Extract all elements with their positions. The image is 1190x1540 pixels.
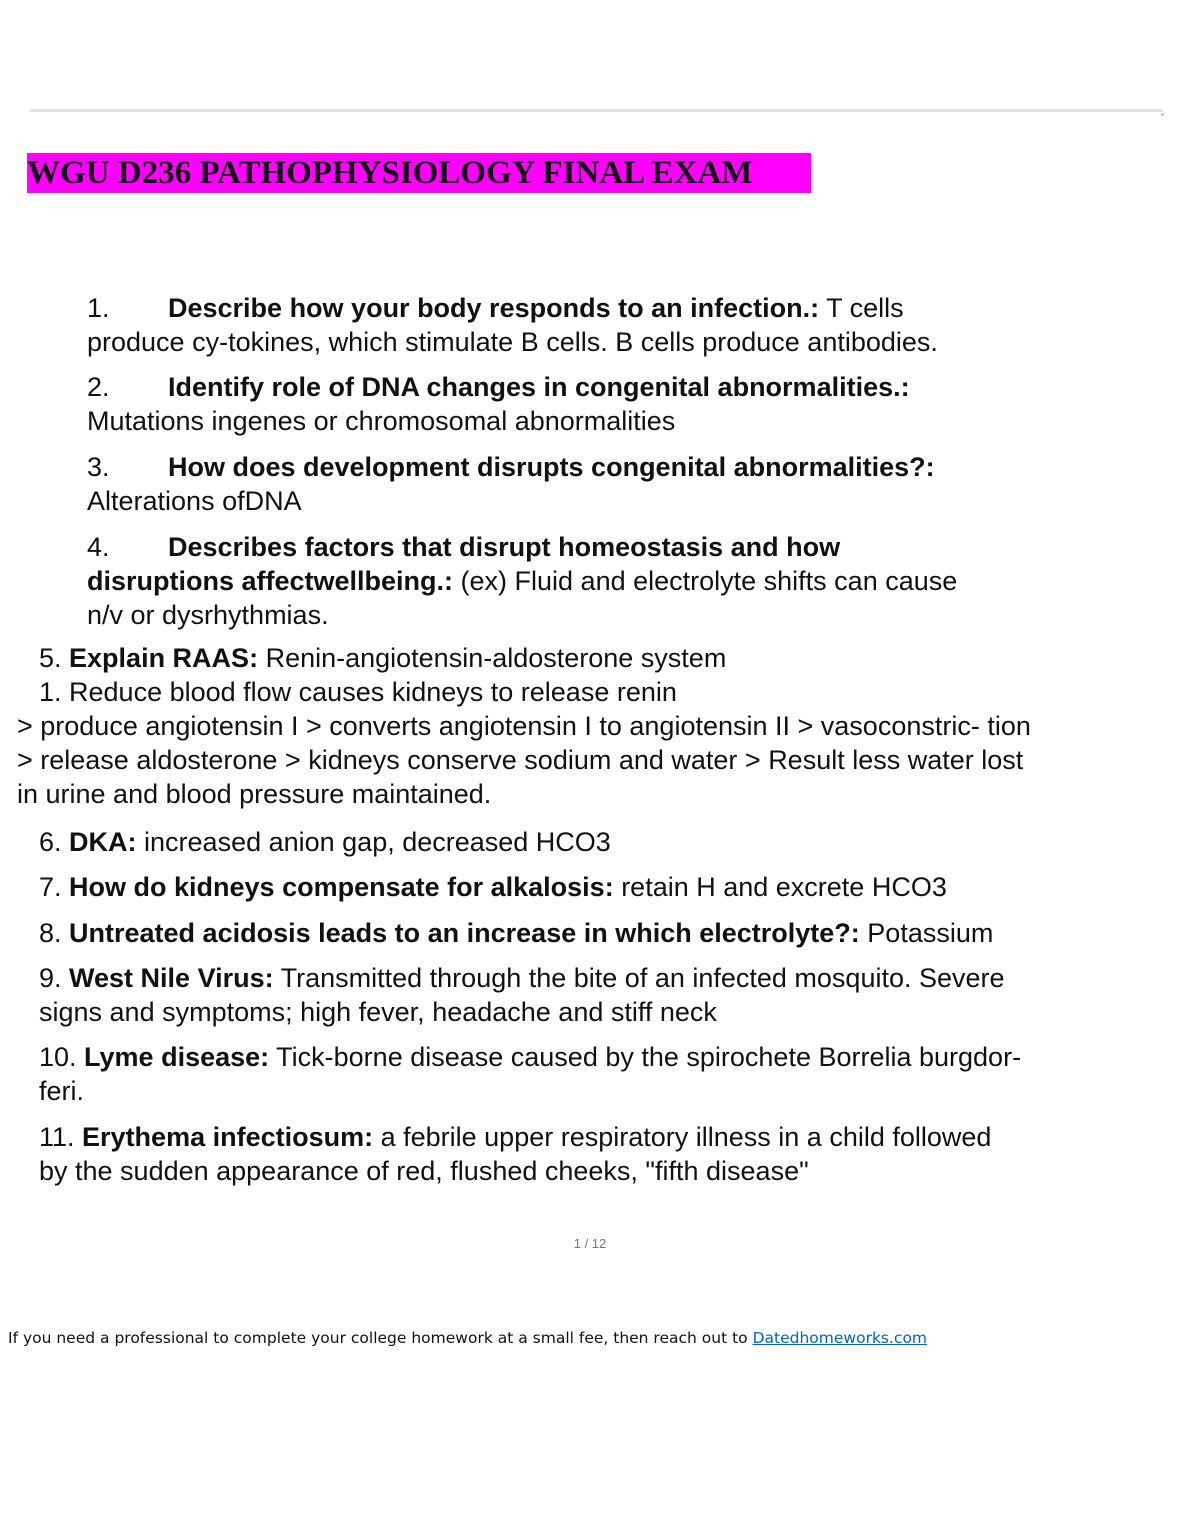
footer-notice (8, 1327, 927, 1349)
question-text: West Nile Virus: (69, 963, 274, 993)
divider-end-mark (1161, 113, 1164, 116)
answer-text: Tick-borne disease caused by the spirochete Borrelia burgdor- (269, 1042, 1022, 1072)
raas-steps (17, 709, 1031, 811)
question-number: 3. (87, 452, 110, 482)
question-text: Lyme disease: (84, 1042, 270, 1072)
question-10 (39, 1040, 1021, 1108)
answer-text: a febrile upper respiratory illness in a child followed (373, 1122, 992, 1152)
answer-text: feri. (39, 1076, 85, 1106)
page-indicator: 1 / 12 (573, 1236, 607, 1251)
answer-text: 1. Reduce blood flow causes kidneys to release renin (39, 677, 677, 707)
answer-text: Potassium (859, 918, 994, 948)
question-text: How does development disrupts congenital abnormalities?: (168, 452, 935, 482)
question-1 (87, 291, 938, 359)
question-number: 11. (39, 1122, 83, 1152)
answer-text: Renin-angiotensin-aldosterone system (258, 643, 727, 673)
question-number: 7. (39, 872, 70, 902)
question-number: 2. (87, 372, 110, 402)
footer-text: If you need a professional to complete your college homework at a small fee, then reach out to (8, 1329, 753, 1347)
answer-text: Transmitted through the bite of an infected mosquito. Severe (273, 963, 1005, 993)
question-6 (39, 825, 611, 859)
question-number: 4. (87, 532, 110, 562)
answer-text: signs and symptoms; high fever, headache and stiff neck (39, 997, 717, 1027)
answer-text: Mutations ingenes or chromosomal abnormalities (87, 406, 676, 436)
answer-text: (ex) Fluid and electrolyte shifts can cause (453, 566, 958, 596)
answer-text: n/v or dysrhythmias. (87, 600, 329, 630)
question-number: 1. (87, 293, 110, 323)
answer-text: by the sudden appearance of red, flushed cheeks, "fifth disease" (39, 1156, 809, 1186)
question-number: 10. (39, 1042, 85, 1072)
question-4 (87, 530, 957, 632)
answer-text: increased anion gap, decreased HCO3 (136, 827, 611, 857)
answer-text: in urine and blood pressure maintained. (17, 779, 492, 809)
document-title: WGU D236 PATHOPHYSIOLOGY FINAL EXAM (27, 153, 811, 193)
question-number: 8. (39, 918, 70, 948)
answer-text: retain H and excrete HCO3 (613, 872, 947, 902)
footer-link[interactable]: Datedhomeworks.com (752, 1329, 928, 1347)
question-5 (39, 641, 726, 709)
question-2 (87, 370, 910, 438)
answer-text: T cells (819, 293, 904, 323)
question-number: 6. (39, 827, 70, 857)
question-text: Identify role of DNA changes in congenital abnormalities.: (168, 372, 910, 402)
answer-text: Alterations ofDNA (87, 486, 302, 516)
question-text: DKA: (69, 827, 137, 857)
question-text: How do kidneys compensate for alkalosis: (69, 872, 614, 902)
question-text: Untreated acidosis leads to an increase in which electrolyte?: (69, 918, 860, 948)
question-number: 9. (39, 963, 70, 993)
question-text: Describe how your body responds to an infection.: (168, 293, 820, 323)
top-divider (30, 109, 1163, 112)
question-text: disruptions affectwellbeing.: (87, 566, 454, 596)
question-3 (87, 450, 935, 518)
question-11 (39, 1120, 991, 1188)
question-text: Erythema infectiosum: (82, 1122, 374, 1152)
question-text: Explain RAAS: (69, 643, 259, 673)
answer-text: > release aldosterone > kidneys conserve sodium and water > Result less water lost (17, 745, 1024, 775)
answer-text: produce cy-tokines, which stimulate B cells. B cells produce antibodies. (87, 327, 938, 357)
question-number: 5. (39, 643, 70, 673)
question-8 (39, 916, 993, 950)
question-9 (39, 961, 1005, 1029)
question-text: Describes factors that disrupt homeostasis and how (168, 532, 841, 562)
answer-text: > produce angiotensin I > converts angiotensin I to angiotensin II > vasoconstric- tion (17, 711, 1031, 741)
question-7 (39, 870, 947, 904)
